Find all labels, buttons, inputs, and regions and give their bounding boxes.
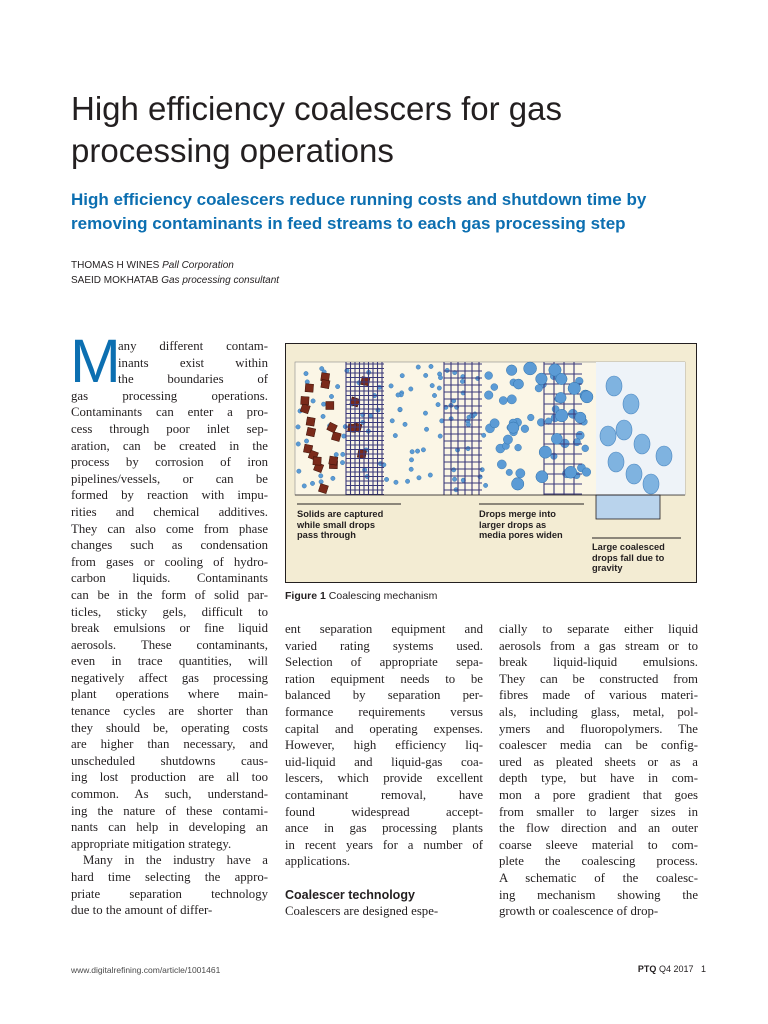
drop-cap: M [70, 327, 121, 395]
droplet [516, 469, 525, 478]
body-text-line: uid-liquid and liquid-gas coa- [285, 754, 483, 769]
body-text-line: pipelines/vessels, or can be [71, 471, 268, 486]
droplet-medium [511, 478, 523, 490]
droplet [466, 422, 470, 426]
droplet [394, 480, 398, 484]
body-text-line: plete the coalescing process. [499, 854, 698, 869]
body-text-line: from gases or cooling of hydro- [71, 554, 268, 569]
body-text-line: break emulsions or fine liquid [71, 621, 268, 636]
droplet [503, 435, 512, 444]
droplet [423, 411, 427, 415]
body-text-line: A schematic of the coalesc- [499, 870, 698, 885]
droplet [340, 460, 344, 464]
droplet [321, 414, 325, 418]
droplet [499, 396, 507, 404]
droplet [582, 468, 591, 477]
liquid-sump [596, 495, 660, 519]
droplet [396, 393, 400, 397]
droplet-medium [555, 409, 568, 422]
title-line: processing operations [71, 132, 394, 169]
droplet [484, 391, 493, 400]
body-column-2 [285, 621, 483, 920]
droplet [481, 433, 485, 437]
droplet-medium [539, 446, 551, 458]
droplet [491, 384, 498, 391]
body-text-line: varied rating systems used. [285, 638, 483, 653]
droplet [437, 386, 441, 390]
droplet [311, 399, 315, 403]
body-text-line: mon a pore gradient that goes [499, 787, 698, 802]
solid-particle [321, 379, 330, 388]
droplet [409, 458, 413, 462]
footer-issue [638, 964, 706, 974]
droplet-medium [581, 391, 593, 403]
coalesced-drop [656, 446, 672, 466]
droplet [483, 483, 487, 487]
body-text-line: inants exist within [118, 355, 268, 370]
body-column-1 [71, 338, 268, 919]
droplet [390, 419, 394, 423]
droplet-medium [536, 373, 548, 385]
body-text-line: capital and operating expenses. [285, 721, 483, 736]
body-column-3 [499, 621, 698, 920]
droplet [438, 434, 442, 438]
body-text-line: process by corrosion of iron [71, 455, 268, 470]
droplet [466, 446, 470, 450]
body-text-line: applications. [285, 854, 351, 869]
coalesced-drop [600, 426, 616, 446]
droplet [320, 366, 324, 370]
body-text-line: appropriate mitigation strategy. [71, 836, 232, 851]
body-text-line: coalescer media can be config- [499, 738, 698, 753]
droplet [398, 407, 402, 411]
droplet [310, 481, 314, 485]
droplet [445, 368, 449, 372]
body-text-line: ance in gas processing plants [285, 821, 483, 836]
figure-caption-text: Coalescing mechanism [328, 590, 438, 602]
body-text-line: ration equipment needs to be [285, 671, 483, 686]
author-list [71, 258, 711, 288]
droplet [490, 419, 499, 428]
figure-label-solids: Solids are captured while small drops pass through [297, 509, 384, 540]
subtitle-line: High efficiency coalescers reduce running costs and shutdown time by [71, 190, 647, 209]
droplet-medium [536, 471, 548, 483]
author-name: THOMAS H WINES [71, 260, 160, 271]
article-subtitle [71, 188, 731, 236]
droplet [421, 448, 425, 452]
droplet [436, 402, 440, 406]
body-text-line: ent separation equipment and [285, 622, 483, 636]
footer-page-number: 1 [700, 964, 706, 974]
droplet [410, 450, 414, 454]
figure-coalescing-mechanism [285, 343, 697, 583]
droplet [428, 473, 432, 477]
droplet [409, 387, 413, 391]
coalesced-drop [606, 376, 622, 396]
solid-particle [301, 396, 309, 404]
body-text-line: rities and chemical additives. [71, 504, 268, 519]
body-text-line: can be in the form of solid par- [71, 587, 268, 602]
coalesced-drop [634, 434, 650, 454]
body-text-line: als, including glass, metal, pol- [499, 704, 698, 719]
droplet [384, 477, 388, 481]
droplet-medium [513, 379, 523, 389]
droplet [400, 373, 404, 377]
body-text-line: fibres made of various materi- [499, 688, 698, 703]
droplet [345, 368, 349, 372]
droplet [480, 467, 484, 471]
body-text-line: unscheduled shutdowns caus- [71, 753, 268, 768]
figure-caption [285, 590, 437, 602]
droplet [452, 468, 456, 472]
footer-issue-date: Q4 2017 [658, 964, 694, 974]
droplet-medium [551, 433, 562, 444]
body-text-line: in recent years for a number of [285, 837, 483, 852]
droplet [335, 384, 339, 388]
droplet [432, 393, 436, 397]
body-text-line: Many in the industry have a [83, 853, 268, 868]
droplet [507, 395, 516, 404]
body-text-line: break liquid-liquid emulsions. [499, 655, 698, 670]
droplet [331, 476, 335, 480]
coalesced-drop [623, 394, 639, 414]
droplet [362, 468, 366, 472]
droplet [417, 476, 421, 480]
droplet [342, 434, 346, 438]
footer-journal: PTQ [637, 964, 657, 974]
droplet [319, 480, 323, 484]
body-text-line: any different contam- [118, 339, 268, 353]
body-text-line: gas processing operations. [71, 388, 268, 403]
body-text-line: ing the nature of these contami- [71, 803, 268, 818]
droplet [297, 469, 301, 473]
body-text-line: tenance cycles are shorter than [71, 704, 268, 719]
body-text-line: aerosols. These contaminants, [71, 637, 268, 652]
title-line: High efficiency coalescers for gas [71, 90, 562, 127]
body-text-line: aration, can be created in the [71, 438, 268, 453]
section-heading: Coalescer technology [285, 887, 415, 902]
body-text-line: ticles, sticky gels, difficult to [71, 604, 268, 619]
author-name: SAEID MOKHATAB [71, 275, 159, 286]
body-text-line: from smaller to larger sizes in [499, 804, 698, 819]
body-text-line: priate separation technology [71, 886, 268, 901]
body-text-line: formance requirements versus [285, 704, 483, 719]
droplet [535, 385, 542, 392]
author-org: Gas processing consultant [161, 275, 280, 286]
droplet [409, 467, 413, 471]
body-text-line: growth or coalescence of drop- [499, 904, 659, 919]
body-text-line: Selection of appropriate sepa- [285, 655, 483, 670]
body-text-line: formed by reaction with impu- [71, 488, 268, 503]
droplet [506, 469, 512, 475]
droplet [430, 383, 434, 387]
droplet [341, 452, 345, 456]
body-text-line: contaminant removal, have [285, 787, 483, 802]
body-text-line: found widespread accept- [285, 804, 483, 819]
droplet [416, 365, 420, 369]
droplet [405, 479, 409, 483]
body-text-line: cially to separate either liquid [499, 622, 698, 636]
droplet [329, 394, 333, 398]
droplet [403, 422, 407, 426]
coalesced-drop [616, 420, 632, 440]
body-text-line: are higher than necessary, and [71, 737, 268, 752]
author-org: Pall Corporation [162, 260, 234, 271]
droplet [296, 425, 300, 429]
coalesced-drop [608, 452, 624, 472]
solid-particle [306, 427, 316, 437]
body-text-line: ing lost production are all too [71, 770, 268, 785]
droplet [438, 375, 442, 379]
author-line [71, 258, 711, 273]
solid-particle [326, 401, 334, 409]
droplet [304, 371, 308, 375]
droplet [389, 384, 393, 388]
droplet [521, 425, 529, 433]
figure-number: Figure 1 [285, 590, 326, 602]
droplet-medium [506, 365, 517, 376]
body-text-line: the boundaries of [118, 372, 268, 387]
body-text-line: ymers and fluoropolymers. The [499, 721, 698, 736]
body-text-line: they should be, operating costs [71, 720, 268, 735]
droplet-medium [565, 466, 577, 478]
solid-particle [306, 417, 315, 426]
droplet [304, 439, 308, 443]
body-text-line: changes such as condensation [71, 538, 268, 553]
droplet [393, 433, 397, 437]
droplet [296, 442, 300, 446]
solid-particle [305, 384, 314, 393]
droplet [302, 484, 306, 488]
droplet [423, 373, 427, 377]
coalesced-drop [626, 464, 642, 484]
droplet [319, 474, 323, 478]
body-text-line: aerosols from a gas stream or to [499, 638, 698, 653]
droplet [424, 427, 428, 431]
body-text-line: negatively affect gas processing [71, 670, 268, 685]
body-text-line: depth type, but have in com- [499, 771, 698, 786]
coalesced-drop [643, 474, 659, 494]
droplet [429, 364, 433, 368]
body-text-line: plant operations where main- [71, 687, 268, 702]
droplet [334, 452, 338, 456]
body-text-line: Contaminants can enter a pro- [71, 405, 268, 420]
droplet-medium [524, 362, 537, 375]
droplet-medium [508, 422, 519, 433]
body-text-line: hard time selecting the appro- [71, 870, 268, 884]
figure-label-large: Large coalesced drops fall due to gravity [592, 542, 665, 573]
droplet [460, 379, 464, 383]
droplet-medium [555, 392, 566, 403]
body-text-line: nants can help in developing an [71, 820, 268, 835]
figure-label-merge: Drops merge into larger drops as media pores widen [479, 509, 563, 540]
body-text-line: coarse sleeve material to com- [499, 837, 698, 852]
subtitle-line: removing contaminants in feed streams to each gas processing step [71, 214, 626, 233]
solid-particle [313, 457, 321, 465]
droplet-medium [575, 412, 586, 423]
body-text-line: balanced by separation per- [285, 688, 483, 703]
body-text-line: common. As such, understand- [71, 787, 268, 802]
body-text-line: ing mechanism showing the [499, 887, 698, 902]
body-text-line: even in trace quantities, will [71, 654, 268, 669]
droplet [452, 477, 456, 481]
body-text-line: due to the amount of differ- [71, 903, 213, 918]
body-text-line: They can be constructed from [499, 671, 698, 686]
body-text-line: cess through poor inlet sep- [71, 421, 268, 436]
body-text-line: They can also come from phase [71, 521, 268, 536]
body-text-line: the flow direction and an outer [499, 821, 698, 836]
droplet-medium [568, 382, 580, 394]
droplet-medium [556, 373, 567, 384]
body-text-line: Coalescers are designed espe- [285, 904, 439, 919]
paragraph-spacer [285, 870, 483, 887]
body-text-line: carbon liquids. Contaminants [71, 571, 268, 586]
droplet [497, 460, 506, 469]
droplet [440, 419, 444, 423]
droplet [485, 372, 493, 380]
droplet [321, 402, 325, 406]
droplet [527, 414, 534, 421]
droplet [515, 444, 522, 451]
droplet [582, 445, 589, 452]
footer-url: www.digitalrefining.com/article/1001461 [71, 965, 221, 975]
author-line [71, 273, 711, 288]
body-text-line: ured as pleated sheets or as a [499, 754, 698, 769]
body-text-line: However, high efficiency liq- [285, 738, 483, 753]
body-text-line: lescers, which provide excellent [285, 771, 483, 786]
solid-particle [329, 456, 338, 465]
droplet [415, 449, 419, 453]
article-title [71, 88, 711, 172]
